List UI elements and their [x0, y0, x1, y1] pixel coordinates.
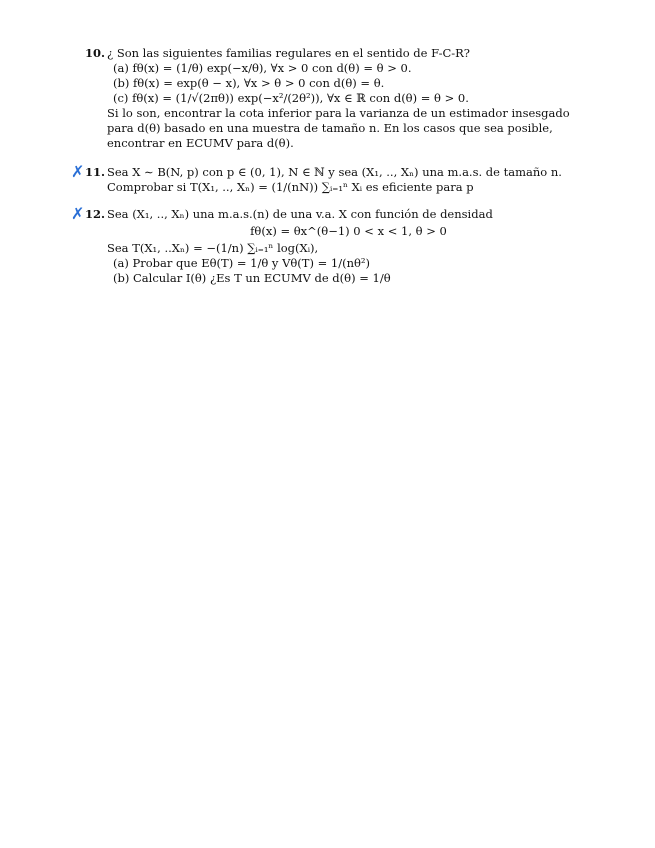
problem-text: Sea T(X₁, ..Xₙ) = −(1/n) ∑ᵢ₌₁ⁿ log(Xᵢ), [107, 241, 319, 255]
problem-number: 11. [85, 165, 106, 179]
item-b: (b) fθ(x) = exp(θ − x), ∀x > θ > 0 con d(θ) = θ. [113, 76, 385, 90]
problem-text: Sea (X₁, .., Xₙ) una m.a.s.(n) de una v.a. X con función de densidad [107, 207, 493, 221]
item-a: (a) fθ(x) = (1/θ) exp(−x/θ), ∀x > 0 con d(θ) = θ > 0. [113, 61, 412, 75]
density-formula: fθ(x) = θx^(θ−1) 0 < x < 1, θ > 0 [250, 224, 447, 238]
problem-paragraph: Si lo son, encontrar la cota inferior para la varianza de un estimador insesgado para d(θ) basado en una muestra de tamaño n. En los casos que sea posible, encontrar en ECUMV para d(θ). [107, 106, 570, 150]
item-b: (b) Calcular I(θ) ¿Es T un ECUMV de d(θ) = 1/θ [113, 271, 391, 285]
check-mark-icon: ✗ [71, 204, 85, 223]
problem-12 [71, 204, 590, 286]
problem-text: Comprobar si T(X₁, .., Xₙ) = (1/(nN)) ∑ᵢ₌₁ⁿ Xᵢ es eficiente para p [107, 180, 474, 194]
problem-number: 12. [85, 207, 106, 221]
problem-11 [71, 162, 590, 195]
item-c: (c) fθ(x) = (1/√(2πθ)) exp(−x²/(2θ²)), ∀x ∈ ℝ con d(θ) = θ > 0. [113, 91, 469, 105]
problem-text: ¿ Son las siguientes familias regulares en el sentido de F-C-R? [107, 46, 470, 60]
item-a: (a) Probar que Eθ(T) = 1/θ y Vθ(T) = 1/(nθ²) [113, 256, 370, 270]
problem-text: Sea X ∼ B(N, p) con p ∈ (0, 1), N ∈ ℕ y sea (X₁, .., Xₙ) una m.a.s. de tamaño n. [107, 165, 562, 179]
check-mark-icon: ✗ [71, 162, 85, 181]
problem-number: 10. [85, 46, 106, 60]
problem-10 [85, 46, 590, 151]
